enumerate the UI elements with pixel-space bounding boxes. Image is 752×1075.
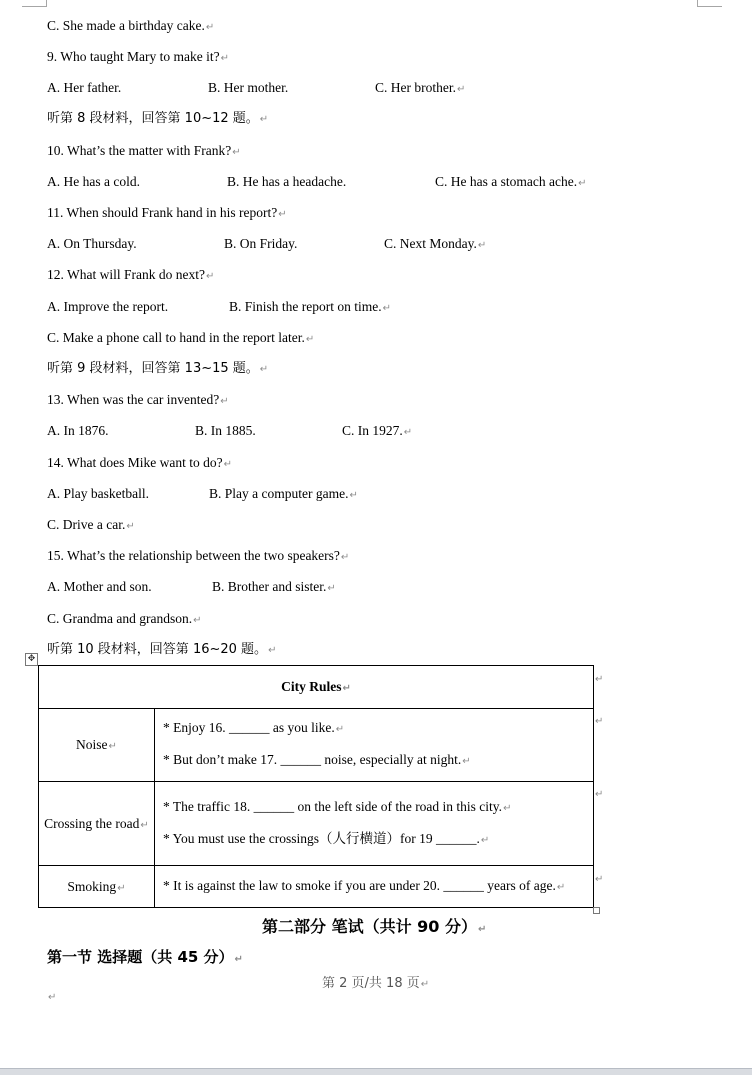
q9-option-c: C. Her brother.↵ (375, 80, 466, 95)
q12-option-b: B. Finish the report on time.↵ (229, 299, 392, 314)
table-row-label: Noise↵ (39, 709, 155, 782)
q15-option-c: C. Grandma and grandson.↵ (47, 611, 202, 626)
q15-option-b: B. Brother and sister.↵ (212, 579, 336, 594)
part-2-heading: 第二部分 笔试（共计 90 分）↵ (262, 917, 487, 936)
crop-mark-top-left (22, 0, 47, 7)
q13-option-a: A. In 1876. (47, 423, 109, 438)
table-move-icon[interactable]: ✥ (25, 653, 38, 666)
q14-option-a: A. Play basketball. (47, 486, 149, 501)
section-1-heading: 第一节 选择题（共 45 分）↵ (47, 948, 243, 966)
q9-option-a: A. Her father. (47, 80, 122, 95)
q15-question: 15. What’s the relationship between the two speakers?↵ (47, 548, 350, 563)
q11-question: 11. When should Frank hand in his report?↵ (47, 205, 287, 220)
q11-option-b: B. On Friday. (224, 236, 298, 251)
q14-question: 14. What does Mike want to do?↵ (47, 455, 232, 470)
table-row-content: * It is against the law to smoke if you are under 20. ______ years of age.↵ (155, 866, 594, 908)
q12-options (47, 298, 607, 316)
table-row-label: Crossing the road↵ (39, 782, 155, 866)
row-end-mark: ↵ (595, 716, 604, 727)
city-rules-table (38, 665, 594, 908)
page-footer: 第 2 页/共 18 页↵ (322, 976, 430, 991)
q12-option-a: A. Improve the report. (47, 299, 169, 314)
row-end-mark: ↵ (595, 789, 604, 800)
q11-option-c: C. Next Monday.↵ (384, 236, 487, 251)
q10-option-c: C. He has a stomach ache.↵ (435, 174, 587, 189)
q12-option-c: C. Make a phone call to hand in the report later.↵ (47, 330, 315, 345)
q11-option-a: A. On Thursday. (47, 236, 137, 251)
row-end-mark: ↵ (595, 874, 604, 885)
q9-options (47, 79, 607, 97)
q10-question: 10. What’s the matter with Frank?↵ (47, 143, 241, 158)
q15-options (47, 578, 607, 596)
section-10-instruction: 听第 10 段材料，回答第 16~20 题。↵ (47, 642, 277, 657)
q8-option-c: C. She made a birthday cake.↵ (47, 18, 215, 33)
q10-option-b: B. He has a headache. (227, 174, 347, 189)
table-title-cell: City Rules↵ (39, 666, 594, 709)
q12-question: 12. What will Frank do next?↵ (47, 267, 215, 282)
crop-mark-top-right (697, 0, 722, 7)
q10-option-a: A. He has a cold. (47, 174, 140, 189)
paragraph-mark: ↵ (48, 992, 57, 1003)
q13-option-b: B. In 1885. (195, 423, 256, 438)
table-resize-handle[interactable] (593, 907, 600, 914)
q13-options (47, 422, 607, 440)
q11-options (47, 235, 607, 253)
q13-question: 13. When was the car invented?↵ (47, 392, 229, 407)
table-row-label: Smoking↵ (39, 866, 155, 908)
table-row-content: * Enjoy 16. ______ as you like.↵ * But don’t make 17. ______ noise, especially at night.↵ (155, 709, 594, 782)
q15-option-a: A. Mother and son. (47, 579, 152, 594)
table-row-content: * The traffic 18. ______ on the left side of the road in this city.↵ * You must use the crossings（人行横道）for 19 ______.↵ (155, 782, 594, 866)
q9-question: 9. Who taught Mary to make it?↵ (47, 49, 229, 64)
section-8-instruction: 听第 8 段材料，回答第 10~12 题。↵ (47, 111, 269, 126)
q13-option-c: C. In 1927.↵ (342, 423, 413, 438)
q14-options (47, 485, 607, 503)
row-end-mark: ↵ (595, 674, 604, 685)
q14-option-c: C. Drive a car.↵ (47, 517, 135, 532)
q14-option-b: B. Play a computer game.↵ (209, 486, 358, 501)
q10-options (47, 173, 647, 191)
q9-option-b: B. Her mother. (208, 80, 289, 95)
section-9-instruction: 听第 9 段材料，回答第 13~15 题。↵ (47, 361, 269, 376)
